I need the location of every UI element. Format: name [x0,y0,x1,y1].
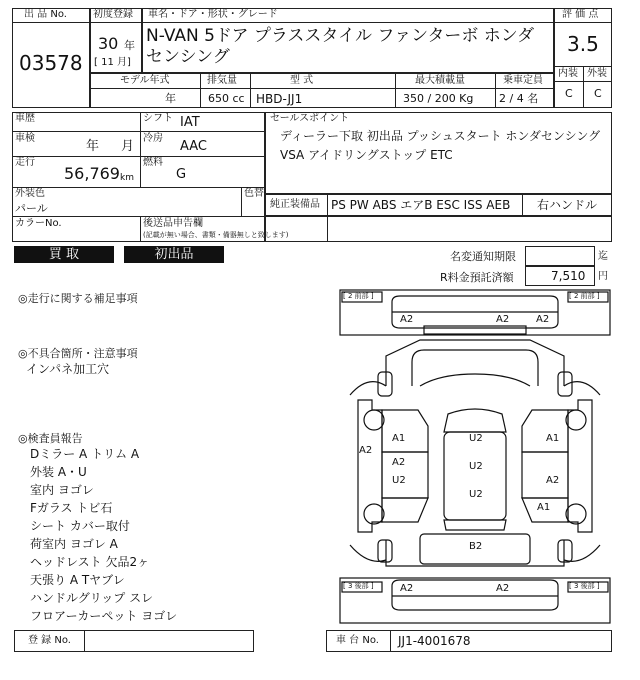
damage-mark: A2 [392,457,406,468]
shift-value: IAT [180,115,200,130]
buy-badge: 買 取 [14,246,114,263]
inspector-line: 室内 ヨゴレ [30,483,94,497]
model-year-label: モデル年式 [120,75,170,86]
damage-mark: A2 [496,583,510,594]
car-name: N-VAN 5ドア プラススタイル ファンターボ ホンダセンシング [146,26,535,67]
deadline-label: 名変通知期限 [450,250,516,263]
recycle-label: R料金預託済額 [440,271,514,284]
front-silhouette [386,340,564,386]
history-label: 車歴 [15,113,35,124]
defect-line: インパネ加工穴 [26,362,110,376]
ac-label: 冷房 [143,133,163,144]
chassis-number: JJ1-4001678 [398,634,471,648]
inspector-line: 天張り A Tヤブレ [30,573,125,587]
handle-value: 右ハンドル [537,198,598,212]
running-notes-title: ◎走行に関する補足事項 [18,292,138,305]
damage-mark: A2 [536,314,550,325]
damage-mark: A1 [392,433,406,444]
left-side-panel [358,400,382,532]
inspector-notes-title: ◎検査員報告 [18,432,83,445]
inspection-year: 年 [86,139,100,154]
model-year-unit: 年 [165,92,176,105]
sales-label: セールスポイント [270,113,350,124]
shift-label: シフト [143,113,173,124]
rear-right-wheel [566,504,586,524]
inspector-line: シート カバー取付 [30,519,130,533]
reg-label: 初度登録 [93,9,133,20]
damage-mark: A2 [359,445,373,456]
first-listing-badge: 初出品 [124,246,224,263]
exterior-label: 外装 [587,68,607,79]
rear-window [444,520,506,530]
left-front-door [382,410,428,452]
sales-line-2: VSA アイドリングストップ ETC [280,148,453,162]
roof [444,432,506,520]
type-value: HBD-JJ1 [256,92,303,106]
rear-left-tag: [ 3 後部 ] [343,582,374,590]
capacity-value: 2 / 4 名 [499,92,539,105]
rear-bumper [392,580,558,610]
color-no-label: カラーNo. [15,218,62,229]
ac-value: AAC [180,139,207,154]
rear-left-wheel [364,504,384,524]
right-side-panel [568,400,592,532]
inspector-line: Dミラー A トリム A [30,447,140,461]
damage-mark: U2 [469,461,483,472]
damage-mark: B2 [469,541,483,552]
inspector-line: ハンドルグリップ スレ [30,591,154,605]
inspector-line: ヘッドレスト 欠品2ヶ [30,555,150,569]
fuel-label: 燃料 [143,157,163,168]
mileage-value: 56,769 [64,164,120,183]
inspector-line: 荷室内 ヨゴレ A [30,537,118,551]
inspector-line: 外装 A・U [30,465,87,479]
deadline-unit: 迄 [598,251,608,262]
damage-mark: U2 [469,489,483,500]
lot-number: 03578 [19,51,83,75]
inspection-month: 月 [121,139,135,154]
chassis-label: 車 台 No. [336,635,379,646]
inspector-line: フロアーカーペット ヨゴレ [30,609,178,623]
windshield [444,409,506,432]
reg-no-label: 登 録 No. [28,635,71,646]
interior-label: 内装 [558,68,578,79]
damage-mark: A2 [546,475,560,486]
sales-line-1: ディーラー下取 初出品 プッシュスタート ホンダセンシング [280,129,601,143]
mileage-unit: km [120,173,134,183]
defect-notes-title: ◎不具合箇所・注意事項 [18,347,138,360]
equip-label: 純正装備品 [270,199,320,210]
damage-mark: A1 [537,502,551,513]
exterior-grade: C [594,87,602,100]
damage-mark: A1 [546,433,560,444]
type-label: 型 式 [290,75,314,86]
score-label: 評 価 点 [562,9,599,20]
interior-grade: C [565,87,573,100]
front-right-tag: [ 2 前部 ] [569,292,600,300]
inspection-label: 車検 [15,133,35,144]
front-left-tag: [ 2 前部 ] [343,292,374,300]
reg-month: [ 11 月] [94,57,131,68]
score-value: 3.5 [567,32,599,56]
right-front-door [522,410,568,452]
load-value: 350 / 200 Kg [403,92,474,105]
displacement-label: 排気量 [207,75,237,86]
inspector-line: Fガラス トビ石 [30,501,113,515]
color-value: パール [15,202,48,215]
rear-right-tag: [ 3 後部 ] [569,582,600,590]
lot-label: 出 品 No. [24,9,67,20]
recycle-unit: 円 [598,271,608,282]
after-note: (記載が無い場合、書類・備器無しと致します) [143,231,289,239]
front-right-wheel [566,410,586,430]
front-left-wheel [364,410,384,430]
damage-mark: U2 [469,433,483,444]
after-label: 後送品申告欄 [143,218,203,229]
color-label: 外装色 [15,188,45,199]
reg-year: 30 [98,34,119,53]
damage-mark: A2 [400,583,414,594]
displacement: 650 cc [208,92,245,105]
fuel-value: G [176,167,187,182]
mileage-label: 走行 [15,157,35,168]
damage-mark: A2 [400,314,414,325]
damage-mark: A2 [496,314,510,325]
load-label: 最大積載量 [415,75,465,86]
equip-value: PS PW ABS エアB ESC ISS AEB [331,198,511,212]
capacity-label: 乗車定員 [503,75,543,86]
car-name-label: 車名・ドア・形状・グレード [148,9,278,20]
reg-year-unit: 年 [124,39,135,52]
recycle-value: 7,510 [551,269,586,283]
right-rear-door [522,452,568,498]
recolor-label: 色替 [244,188,264,199]
damage-mark: U2 [392,475,406,486]
